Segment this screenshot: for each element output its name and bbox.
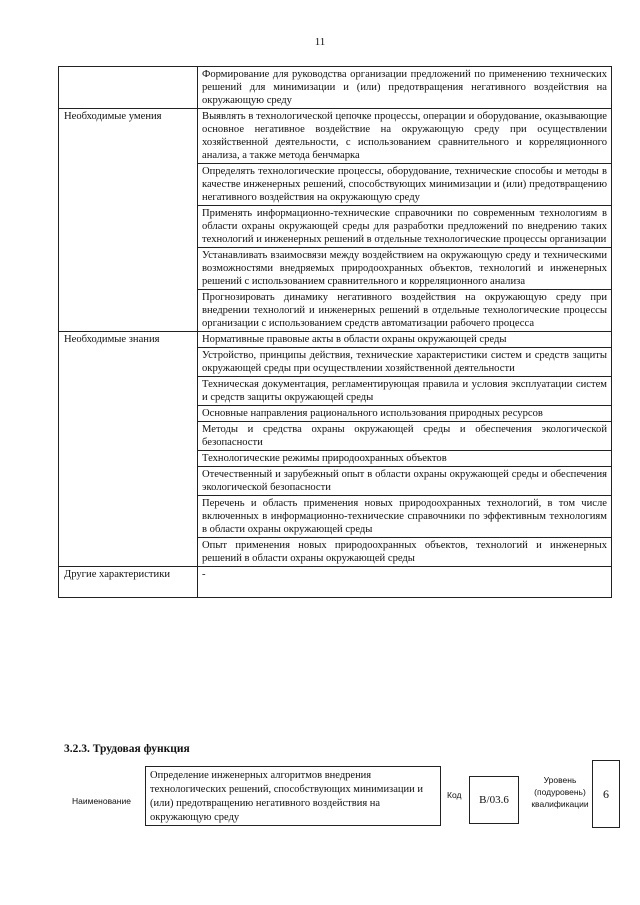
row-value: - (198, 567, 612, 598)
function-code-label: Код (447, 790, 462, 800)
row-value: Устанавливать взаимосвязи между воздействием на окружающую среду и техническими возможностями внедряемых природоохранных объектов, технологий и инженерных решений с использованием сравнительного и корреляционного анализа (198, 248, 612, 290)
row-label-knowledge: Необходимые знания (59, 332, 198, 567)
row-value: Формирование для руководства организации предложений по применению технических решений для минимизации и (или) предотвращения негативного воздействия на окружающую среду (198, 67, 612, 109)
function-code-value: B/03.6 (469, 776, 519, 824)
row-label-skills: Необходимые умения (59, 109, 198, 332)
section-heading: 3.2.3. Трудовая функция (64, 743, 190, 755)
table-row (59, 67, 612, 109)
row-value: Нормативные правовые акты в области охраны окружающей среды (198, 332, 612, 348)
page-number: 11 (314, 36, 326, 48)
row-value: Методы и средства охраны окружающей среды и обеспечения экологической безопасности (198, 422, 612, 451)
row-value: Технологические режимы природоохранных объектов (198, 451, 612, 467)
row-value: Опыт применения новых природоохранных объектов, технологий и инженерных решений в области охраны окружающей среды (198, 538, 612, 567)
row-value: Определять технологические процессы, оборудование, технические способы и методы в качестве инженерных решений, способствующих минимизации и (или) предотвращению негативного воздействия на окружающую среду (198, 164, 612, 206)
table-row (59, 567, 612, 598)
row-label (59, 67, 198, 109)
row-value: Основные направления рационального использования природных ресурсов (198, 406, 612, 422)
row-value: Перечень и область применения новых природоохранных технологий, в том числе включенных в информационно-технические справочники по эффективным технологиям в области охраны окружающей среды (198, 496, 612, 538)
competency-table (58, 66, 612, 598)
row-value: Применять информационно-технические справочники по современным технологиям в области охраны окружающей среды для разработки предложений по внедрению таких технологий и инженерных решений в отдельные технологические процессы организации (198, 206, 612, 248)
row-value: Техническая документация, регламентирующая правила и условия эксплуатации систем и средств защиты окружающей среды (198, 377, 612, 406)
table-row (59, 109, 612, 164)
row-value: Выявлять в технологической цепочке процессы, операции и оборудование, оказывающие основное негативное воздействие на окружающую среду при осуществлении хозяйственной деятельности, с использованием сравнительного и корреляционного анализа, а также метода бенчмарка (198, 109, 612, 164)
function-level-value: 6 (592, 760, 620, 828)
function-level-label: Уровень (подуровень) квалификации (531, 775, 589, 809)
row-value: Отечественный и зарубежный опыт в области охраны окружающей среды и обеспечения экологической безопасности (198, 467, 612, 496)
function-name-label: Наименование (72, 796, 131, 806)
row-value: Устройство, принципы действия, технические характеристики систем и средств защиты окружающей среды при осуществлении хозяйственной деятельности (198, 348, 612, 377)
table-row (59, 332, 612, 348)
row-label-other: Другие характеристики (59, 567, 198, 598)
function-name-value: Определение инженерных алгоритмов внедрения технологических решений, способствующих минимизации и (или) предотвращению негативного воздействия на окружающую среду (145, 766, 441, 826)
row-value: Прогнозировать динамику негативного воздействия на окружающую среду при внедрении технологий и инженерных решений в отдельные технологические процессы организации с использованием средств автоматизации рабочего процесса (198, 290, 612, 332)
